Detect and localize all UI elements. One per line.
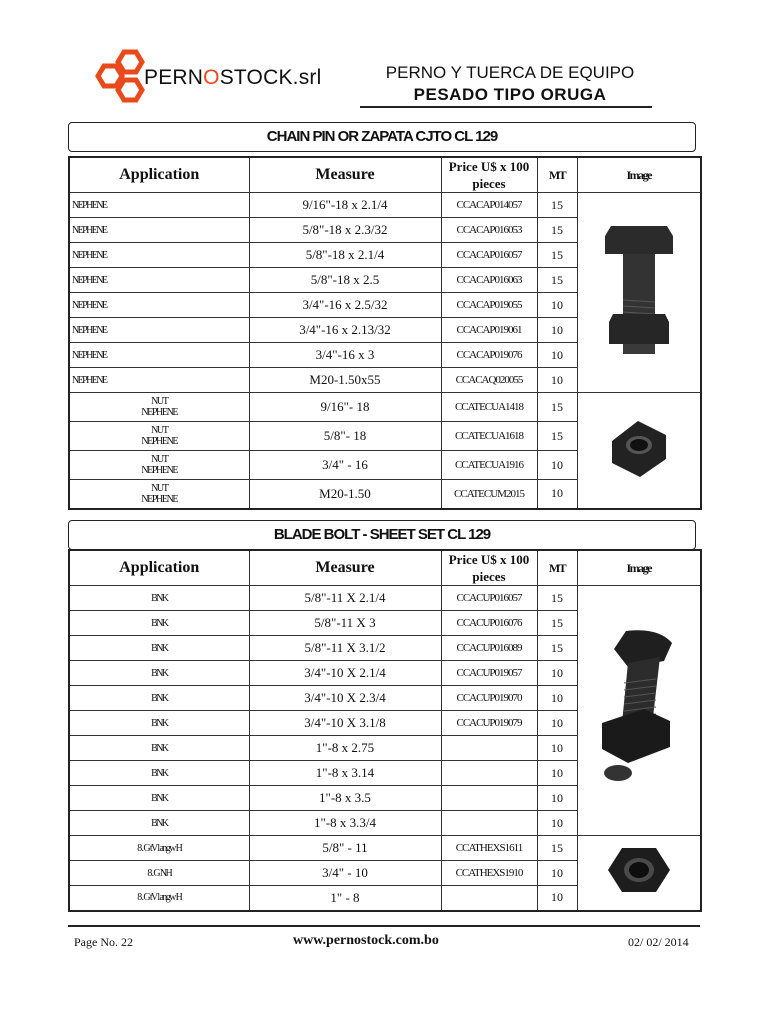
- cell-qty: 15: [537, 422, 577, 451]
- cell-code: CCACAP016063: [441, 268, 537, 293]
- cell-measure: 3/4" - 16: [249, 451, 441, 480]
- cell-measure: 5/8"-11 X 2.1/4: [249, 586, 441, 611]
- cell-application: BNK: [69, 736, 249, 761]
- blade-bolt-table: [68, 549, 702, 912]
- cell-qty: 10: [537, 293, 577, 318]
- section-title-blade-bolt: BLADE BOLT - SHEET SET CL 129: [68, 520, 696, 550]
- cell-application: NEPHENE: [69, 368, 249, 393]
- cell-measure: 3/4" - 10: [249, 861, 441, 886]
- cell-qty: 10: [537, 861, 577, 886]
- col-price: Price U$ x 100 pieces: [441, 550, 537, 586]
- table-row: [69, 393, 701, 422]
- cell-code: CCATECUA1916: [441, 451, 537, 480]
- cell-qty: 10: [537, 318, 577, 343]
- cell-measure: 1" - 8: [249, 886, 441, 911]
- cell-application: BNK: [69, 811, 249, 836]
- cell-code: CCACAP016053: [441, 218, 537, 243]
- cell-measure: 9/16"- 18: [249, 393, 441, 422]
- cell-code: CCACAP019076: [441, 343, 537, 368]
- cell-code: CCACAP014057: [441, 193, 537, 218]
- document-date: 02/ 02/ 2014: [628, 935, 689, 949]
- cell-measure: 3/4"-10 X 2.3/4: [249, 686, 441, 711]
- section-title-chain-pin: CHAIN PIN OR ZAPATA CJTO CL 129: [68, 122, 696, 152]
- image-cell: [577, 836, 701, 911]
- table-row: [69, 836, 701, 861]
- cell-application: NUT NEPHENE: [69, 393, 249, 422]
- cell-code: CCATHEXS1910: [441, 861, 537, 886]
- cell-measure: 5/8"- 18: [249, 422, 441, 451]
- header-rule: [360, 106, 652, 108]
- cell-qty: 15: [537, 268, 577, 293]
- cell-application: NEPHENE: [69, 218, 249, 243]
- cell-measure: 5/8" - 11: [249, 836, 441, 861]
- cell-application: 8 . G NH: [69, 861, 249, 886]
- cell-measure: 5/8"-18 x 2.1/4: [249, 243, 441, 268]
- footer-rule: [68, 925, 700, 927]
- cell-qty: 10: [537, 661, 577, 686]
- cell-code: CCACUP016089: [441, 636, 537, 661]
- website-link[interactable]: www.pernostock.com.bo: [293, 933, 439, 948]
- cell-code: CCACAP016057: [441, 243, 537, 268]
- cell-measure: 1"-8 x 2.75: [249, 736, 441, 761]
- plow-bolt-image: [584, 623, 694, 793]
- cell-qty: 10: [537, 886, 577, 911]
- cell-measure: 3/4"-16 x 2.13/32: [249, 318, 441, 343]
- cell-qty: 10: [537, 686, 577, 711]
- cell-code: [441, 886, 537, 911]
- square-nut-image: [604, 413, 674, 483]
- table-header-row: [69, 550, 701, 586]
- cell-application: BNK: [69, 786, 249, 811]
- cell-code: [441, 811, 537, 836]
- cell-code: CCACUP016076: [441, 611, 537, 636]
- chain-pin-table: [68, 156, 702, 510]
- cell-qty: 10: [537, 761, 577, 786]
- hexagon-logo-icon: [80, 46, 150, 116]
- cell-qty: 10: [537, 736, 577, 761]
- cell-qty: 10: [537, 368, 577, 393]
- cell-application: NUT NEPHENE: [69, 422, 249, 451]
- col-price: Price U$ x 100 pieces: [441, 157, 537, 193]
- cell-measure: M20-1.50x55: [249, 368, 441, 393]
- table-row: [69, 193, 701, 218]
- cell-measure: 3/4"-16 x 2.5/32: [249, 293, 441, 318]
- col-application: Application: [69, 157, 249, 193]
- cell-application: 8 . G tV l angw H: [69, 886, 249, 911]
- cell-measure: 1"-8 x 3.5: [249, 786, 441, 811]
- cell-application: NUT NEPHENE: [69, 451, 249, 480]
- brand-logo: [80, 46, 340, 116]
- image-cell: [577, 393, 701, 509]
- cell-code: CCATHEXS1611: [441, 836, 537, 861]
- cell-measure: 5/8"-11 X 3.1/2: [249, 636, 441, 661]
- cell-measure: 1"-8 x 3.3/4: [249, 811, 441, 836]
- page-number: Page No. 22: [74, 935, 133, 949]
- cell-code: CCACUP016057: [441, 586, 537, 611]
- cell-measure: 1"-8 x 3.14: [249, 761, 441, 786]
- hex-nut-image: [604, 840, 674, 900]
- cell-application: NEPHENE: [69, 193, 249, 218]
- cell-qty: 10: [537, 480, 577, 509]
- cell-application: BNK: [69, 661, 249, 686]
- col-measure: Measure: [249, 157, 441, 193]
- cell-application: NUT NEPHENE: [69, 480, 249, 509]
- table-row: [69, 586, 701, 611]
- col-image: Image: [577, 157, 701, 193]
- cell-qty: 10: [537, 343, 577, 368]
- page-title: PERNO Y TUERCA DE EQUIPO PESADO TIPO ORUGA: [385, 63, 635, 104]
- cell-code: CCATECUA1418: [441, 393, 537, 422]
- cell-measure: 3/4"-16 x 3: [249, 343, 441, 368]
- cell-qty: 15: [537, 836, 577, 861]
- cell-measure: 3/4"-10 X 2.1/4: [249, 661, 441, 686]
- cell-application: BNK: [69, 686, 249, 711]
- cell-code: CCACAP019061: [441, 318, 537, 343]
- cell-code: CCATECUA1618: [441, 422, 537, 451]
- cell-code: [441, 761, 537, 786]
- cell-application: NEPHENE: [69, 343, 249, 368]
- cell-application: NEPHENE: [69, 318, 249, 343]
- cell-application: BNK: [69, 761, 249, 786]
- cell-qty: 15: [537, 636, 577, 661]
- cell-application: BNK: [69, 586, 249, 611]
- cell-measure: 5/8"-18 x 2.5: [249, 268, 441, 293]
- cell-application: 8 . G tV l angw H: [69, 836, 249, 861]
- cell-measure: 9/16"-18 x 2.1/4: [249, 193, 441, 218]
- cell-qty: 10: [537, 711, 577, 736]
- cell-qty: 15: [537, 393, 577, 422]
- cell-code: CCATECUM2015: [441, 480, 537, 509]
- cell-qty: 15: [537, 611, 577, 636]
- cell-code: [441, 786, 537, 811]
- cell-code: CCACAP019055: [441, 293, 537, 318]
- col-application: Application: [69, 550, 249, 586]
- cell-code: CCACAQ020055: [441, 368, 537, 393]
- cell-application: NEPHENE: [69, 243, 249, 268]
- cell-code: CCACUP019070: [441, 686, 537, 711]
- col-image: Image: [577, 550, 701, 586]
- track-bolt-image: [599, 220, 679, 360]
- cell-measure: 5/8"-11 X 3: [249, 611, 441, 636]
- cell-application: BNK: [69, 611, 249, 636]
- cell-qty: 15: [537, 218, 577, 243]
- cell-code: [441, 736, 537, 761]
- cell-qty: 15: [537, 243, 577, 268]
- cell-measure: 3/4"-10 X 3.1/8: [249, 711, 441, 736]
- cell-code: CCACUP019079: [441, 711, 537, 736]
- col-measure: Measure: [249, 550, 441, 586]
- cell-application: BNK: [69, 636, 249, 661]
- image-cell: [577, 193, 701, 393]
- cell-code: CCACUP019057: [441, 661, 537, 686]
- col-qty: MT: [537, 157, 577, 193]
- cell-qty: 10: [537, 451, 577, 480]
- col-qty: MT: [537, 550, 577, 586]
- cell-qty: 15: [537, 193, 577, 218]
- cell-measure: 5/8"-18 x 2.3/32: [249, 218, 441, 243]
- cell-measure: M20-1.50: [249, 480, 441, 509]
- cell-qty: 15: [537, 586, 577, 611]
- brand-name: PERNOSTOCK.srl: [144, 66, 322, 89]
- table-header-row: [69, 157, 701, 193]
- image-cell: [577, 586, 701, 836]
- cell-application: NEPHENE: [69, 293, 249, 318]
- cell-qty: 10: [537, 811, 577, 836]
- cell-application: BNK: [69, 711, 249, 736]
- cell-application: NEPHENE: [69, 268, 249, 293]
- cell-qty: 10: [537, 786, 577, 811]
